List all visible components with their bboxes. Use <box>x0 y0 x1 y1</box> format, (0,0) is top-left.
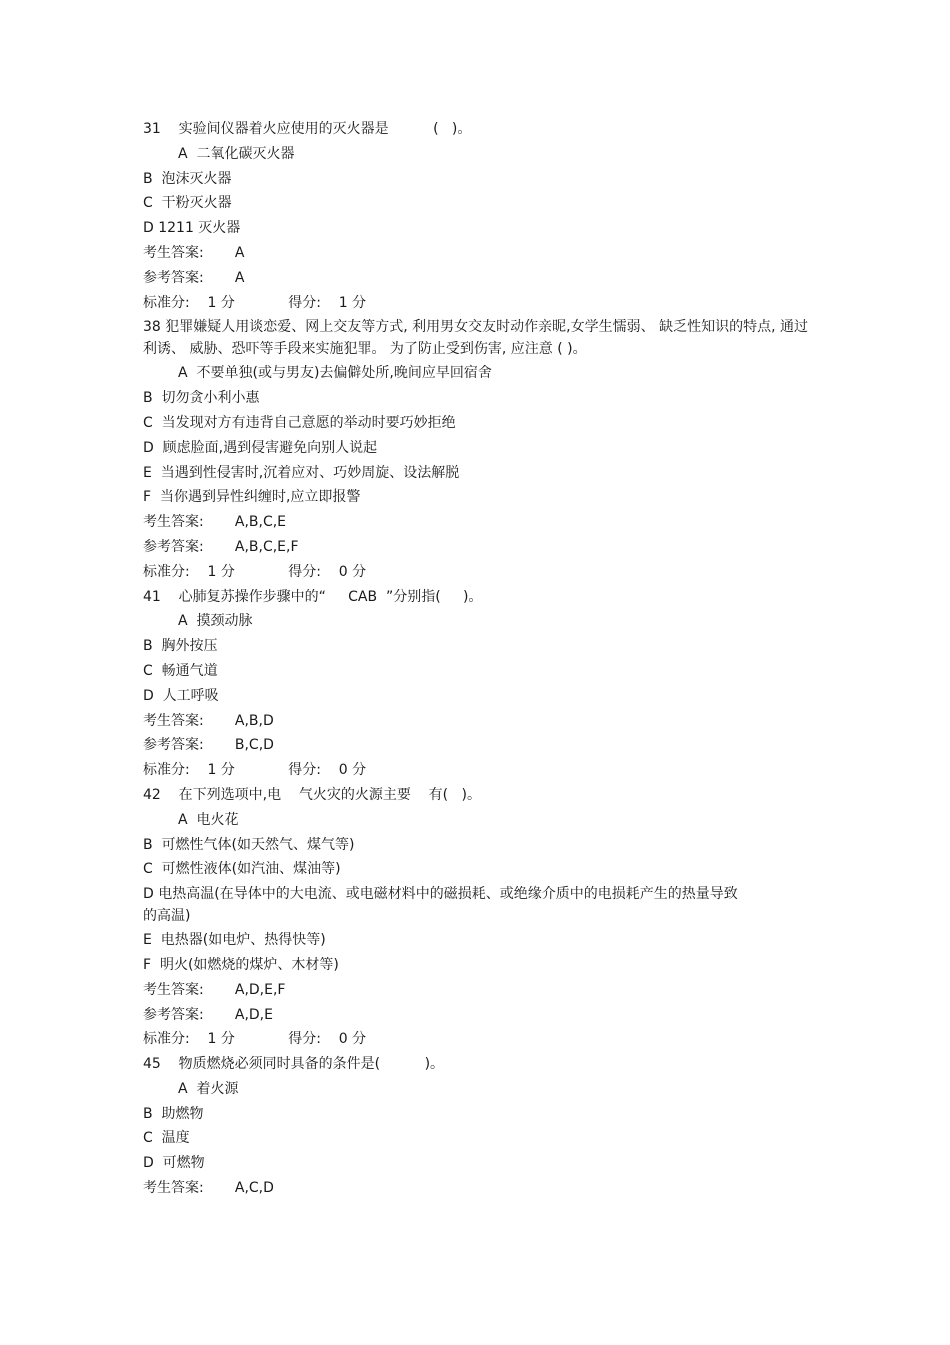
option-a: A 电火花 <box>178 811 239 828</box>
question-31 <box>143 117 813 315</box>
reference-answer: 参考答案: A <box>143 269 245 286</box>
score-line: 标准分: 1 分 得分: 0 分 <box>143 762 367 779</box>
option-b: B 胸外按压 <box>143 638 218 655</box>
student-answer: 考生答案: A,B,C,E <box>143 514 287 531</box>
score-line: 标准分: 1 分 得分: 0 分 <box>143 1031 367 1048</box>
option-b: B 助燃物 <box>143 1105 204 1122</box>
option-f: F 当你遇到异性纠缠时,应立即报警 <box>143 489 361 506</box>
option-e: E 电热器(如电炉、热得快等) <box>143 932 326 949</box>
student-answer: 考生答案: A,C,D <box>143 1180 274 1197</box>
reference-answer: 参考答案: A,D,E <box>143 1006 273 1023</box>
question-stem: 38 犯罪嫌疑人用谈恋爱、网上交友等方式, 利用男女交友时动作亲昵,女学生懦弱、 缺乏性知识的特点, 通过利诱、 威胁、恐吓等手段来实施犯罪。 为了防止受到伤害, 应注意 ( )。 <box>143 319 808 358</box>
option-d: D 电热高温(在导体中的大电流、或电磁材料中的磁损耗、或绝缘介质中的电损耗产生的热量导致的高温) <box>143 886 738 925</box>
option-c: C 可燃性液体(如汽油、煤油等) <box>143 861 341 878</box>
question-stem: 42 在下列选项中,电 气火灾的火源主要 有( )。 <box>143 786 481 803</box>
student-answer: 考生答案: A <box>143 244 245 261</box>
option-c: C 畅通气道 <box>143 662 218 679</box>
option-a: A 着火源 <box>178 1080 239 1097</box>
option-d: D 可燃物 <box>143 1155 205 1172</box>
question-stem: 31 实验间仪器着火应使用的灭火器是 ( )。 <box>143 121 472 137</box>
question-stem: 45 物质燃烧必须同时具备的条件是( )。 <box>143 1056 445 1073</box>
score-line: 标准分: 1 分 得分: 1 分 <box>143 294 367 311</box>
option-d: D 1211 灭火器 <box>143 220 241 237</box>
option-b: B 可燃性气体(如天然气、煤气等) <box>143 836 355 853</box>
question-42 <box>143 783 813 1052</box>
option-d: D 顾虑脸面,遇到侵害避免向别人说起 <box>143 439 378 456</box>
option-e: E 当遇到性侵害时,沉着应对、巧妙周旋、设法解脱 <box>143 464 460 481</box>
student-answer: 考生答案: A,B,D <box>143 712 274 729</box>
option-a: A 摸颈动脉 <box>178 613 253 630</box>
option-c: C 干粉灭火器 <box>143 195 232 212</box>
question-45 <box>143 1052 813 1201</box>
option-c: C 温度 <box>143 1130 190 1147</box>
question-stem: 41 心肺复苏操作步骤中的“ CAB ”分别指( )。 <box>143 588 483 605</box>
reference-answer: 参考答案: B,C,D <box>143 737 274 754</box>
reference-answer: 参考答案: A,B,C,E,F <box>143 538 299 555</box>
option-c: C 当发现对方有违背自己意愿的举动时要巧妙拒绝 <box>143 414 456 431</box>
student-answer: 考生答案: A,D,E,F <box>143 981 286 998</box>
option-f: F 明火(如燃烧的煤炉、木材等) <box>143 956 339 973</box>
score-line: 标准分: 1 分 得分: 0 分 <box>143 563 367 580</box>
question-41 <box>143 585 813 783</box>
option-b: B 切勿贪小利小惠 <box>143 390 260 407</box>
option-a: A 二氧化碳灭火器 <box>178 145 295 162</box>
option-d: D 人工呼吸 <box>143 687 219 704</box>
option-a: A 不要单独(或与男友)去偏僻处所,晚间应早回宿舍 <box>178 365 492 382</box>
question-38 <box>143 316 813 584</box>
option-b: B 泡沫灭火器 <box>143 170 232 187</box>
exam-page <box>143 117 813 1201</box>
